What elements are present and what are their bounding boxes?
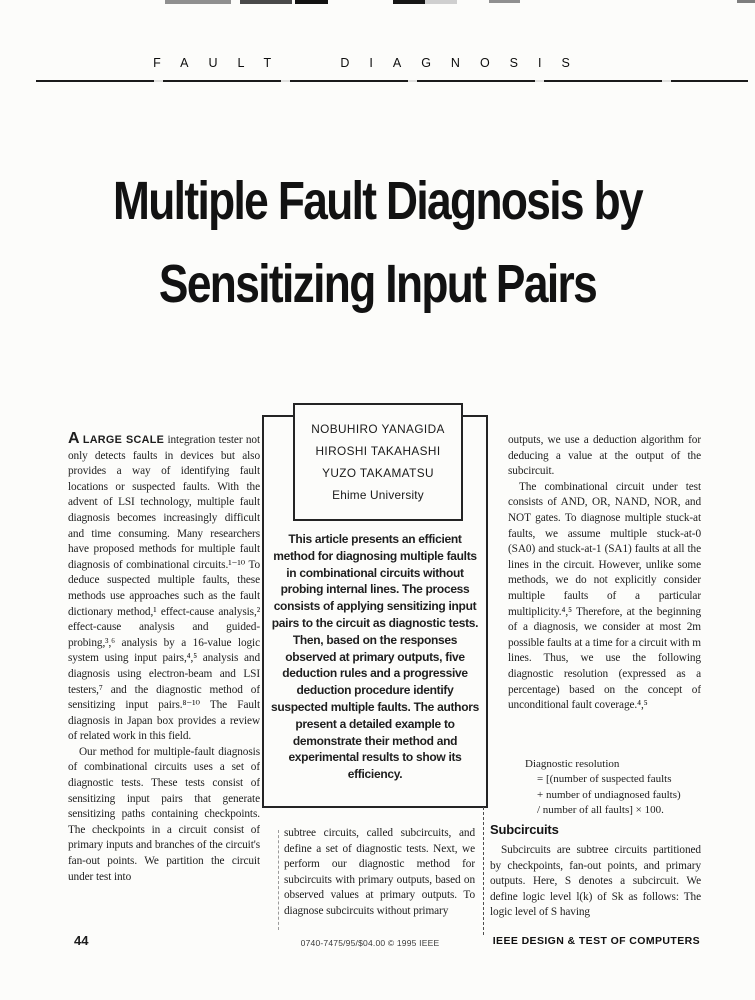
scan-artifact (489, 0, 520, 3)
scan-artifact (240, 0, 292, 4)
formula-block (525, 757, 703, 819)
paragraph: Our method for multiple-fault diagnosis of combinational circuits uses a set of diagnostic tests. These tests consist of sensitizing input pairs that generate sensitizing paths containing checkpoints. The checkpoints in a circuit consist of primary inputs and branches of the circuit's fan-out points. We partition the circuit under test into (68, 745, 260, 883)
paragraph (68, 431, 260, 745)
column-divider (278, 830, 279, 930)
running-head: FAULT DIAGNOSIS (153, 56, 590, 70)
author-name: HIROSHI TAKAHASHI (315, 444, 441, 458)
article-title (68, 160, 687, 326)
paragraph: subtree circuits, called subcircuits, and define a set of diagnostic tests. Next, we perform our diagnostic method for subcircuits with primary outputs, based on observed values at primary outputs. To diagnose subcircuits without primary (284, 827, 475, 917)
formula-line: = [(number of suspected faults (537, 773, 672, 786)
scan-artifact (737, 0, 755, 3)
body-column-left (68, 431, 260, 932)
author-name: YUZO TAKAMATSU (322, 466, 434, 480)
lead-in-initial: A (68, 431, 80, 447)
scan-artifact (393, 0, 425, 4)
paragraph-text: integration tester not only detects faults in devices but also provides a way of identifying fault locations or suspected faults. With the advent of LSI technology, multiple fault diagnosis becomes increasingly difficult and time consuming. Many researchers have proposed methods for multiple fault diagnosis of combinational circuits.¹⁻¹⁰ To deduce suspected multiple faults, these methods use approaches such as the fault dictionary method,¹ effect-cause analysis,² effect-cause analysis and guided-probing,³,⁶ analysis by a 16-value logic system using input pairs,⁴,⁵ analysis and diagnosis using electron-beam and LSI testers,⁷ and the diagnostic method of sensitizing input pairs.⁸⁻¹⁰ The Fault diagnosis in Japan box provides a review of related work in this field. (68, 434, 260, 743)
page-number: 44 (74, 933, 89, 948)
formula-line: Diagnostic resolution (525, 758, 620, 770)
section-heading: Subcircuits (490, 822, 559, 837)
header-rule (36, 80, 748, 82)
article-title-line1: Multiple Fault Diagnosis by (113, 171, 642, 231)
journal-name: IEEE DESIGN & TEST OF COMPUTERS (492, 935, 700, 947)
column-divider (483, 807, 484, 935)
copyright-line: 0740-7475/95/$04.00 © 1995 IEEE (300, 938, 440, 948)
body-column-right (508, 433, 701, 749)
paragraph: The combinational circuit under test consists of AND, OR, NAND, NOR, and NOT gates. To diagnose multiple stuck-at faults, we assume multiple stuck-at-0 (SA0) and stuck-at-1 (SA1) faults at all the lines in the circuit. However, unlike some methods, we do not explicitly consider multiple faults of a particular multiplicity.⁴,⁵ Therefore, at the beginning of a diagnosis, we consider at most 2m possible faults at a time for a circuit with m lines. Thus, we use the following diagnostic resolution (expressed as a percentage) based on the concept of unconditional fault coverage.⁴,⁵ (508, 480, 701, 712)
article-title-line2: Sensitizing Input Pairs (158, 254, 597, 314)
paragraph: Subcircuits are subtree circuits partitioned by checkpoints, fan-out points, and primary outputs. Here, S denotes a subcircuit. We define logic level l(k) of Sk as follows: The logic level of S having (490, 844, 701, 919)
lead-in-smallcaps: LARGE SCALE (82, 434, 165, 446)
author-affiliation: Ehime University (332, 488, 424, 502)
scan-artifact (425, 0, 457, 4)
formula-line: / number of all faults] × 100. (537, 804, 664, 817)
author-name: NOBUHIRO YANAGIDA (311, 422, 445, 436)
abstract-text: This article presents an efficient method for diagnosing multiple faults in combinational circuits without probing internal lines. The process consists of applying sensitizing input pairs to the circuit as diagnostic tests. Then, based on the responses observed at primary outputs, five deduction rules and a progressive deduction procedure identify suspected multiple faults. The authors present a detailed example to demonstrate their method and experimental results to show its efficiency. (271, 532, 479, 782)
author-box (293, 403, 463, 521)
scan-artifact (295, 0, 328, 4)
paragraph: outputs, we use a deduction algorithm for deducing a value at the output of the subcircuit. (508, 434, 701, 478)
body-column-middle (284, 826, 475, 924)
formula-line: + number of undiagnosed faults) (537, 788, 681, 801)
body-column-right-bottom (490, 843, 701, 925)
scan-artifact (165, 0, 231, 4)
